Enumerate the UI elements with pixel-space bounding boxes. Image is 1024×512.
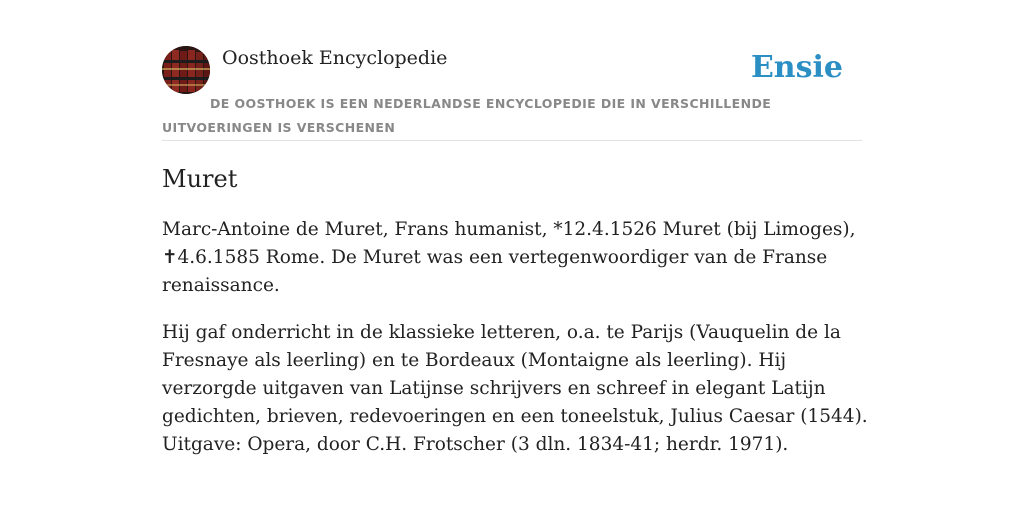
article-paragraph: Marc-Antoine de Muret, Frans humanist, *12.4.1526 Muret (bij Limoges), ✝4.6.1585 Rome. De Muret was een vertegenwoordiger van de Franse renaissance.: [162, 219, 856, 296]
encyclopedia-books-icon[interactable]: [162, 46, 210, 94]
article: [162, 160, 874, 459]
article-paragraph: Hij gaf onderricht in de klassieke letteren, o.a. te Parijs (Vauquelin de la Fresnaye als leerling) en te Bordeaux (Montaigne als leerling). Hij verzorgde uitgaven van Latijnse schrijvers en schreef in elegant Latijn gedichten, brieven, redevoeringen en een toneelstuk, Julius Caesar (1544). Uitgave: Opera, door C.H. Frotscher (3 dln. 1834-41; herdr. 1971).: [162, 322, 868, 455]
brand-logo[interactable]: Ensie: [750, 50, 843, 85]
site-header: [162, 46, 862, 141]
site-tagline: DE OOSTHOEK IS EEN NEDERLANDSE ENCYCLOPEDIE DIE IN VERSCHILLENDE UITVOERINGEN IS VERSCHENEN: [162, 96, 772, 135]
site-title[interactable]: Oosthoek Encyclopedie: [222, 47, 448, 69]
article-title: Muret: [162, 165, 238, 193]
